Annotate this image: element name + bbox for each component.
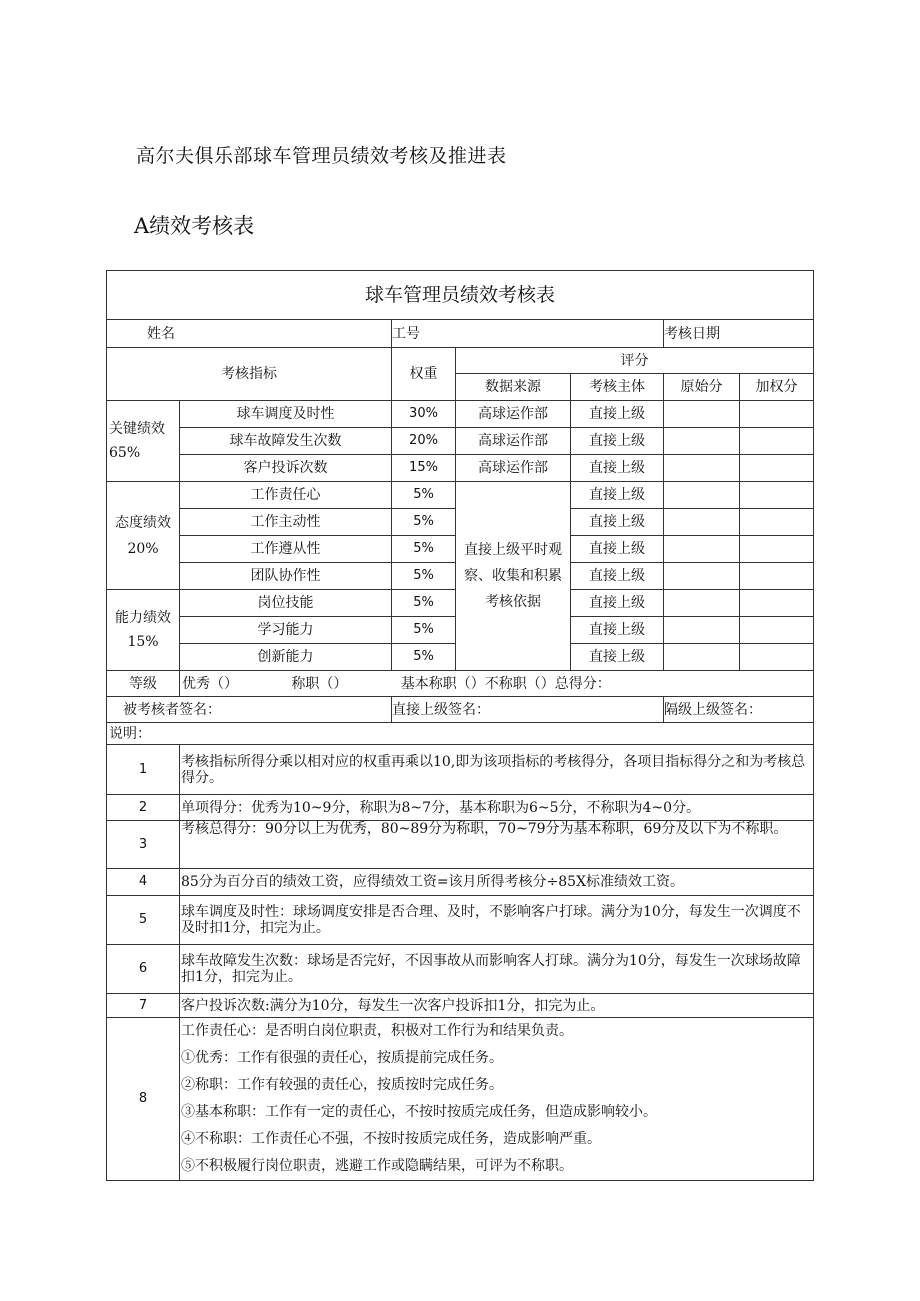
indicator-weight: 5% [392,536,456,563]
indicator-row [107,401,814,428]
raw-score-cell[interactable] [664,482,740,509]
indicator-weight: 20% [392,428,456,455]
weighted-score-cell[interactable] [740,428,814,455]
indicator-subject: 直接上级 [571,590,664,617]
indicator-item: 工作责任心 [180,482,392,509]
weighted-score-cell[interactable] [740,401,814,428]
note-line: ⑤不积极履行岗位职责，逃避工作或隐瞒结果，可评为不称职。 [181,1158,573,1174]
note-number: 4 [107,869,180,896]
weighted-score-cell[interactable] [740,644,814,671]
group-label-ability: 能力绩效15% [107,590,180,671]
indicator-subject: 直接上级 [571,563,664,590]
indicator-weight: 5% [392,617,456,644]
employee-id-label: 工号 [392,320,664,348]
raw-score-cell[interactable] [664,401,740,428]
note-number: 2 [107,795,180,821]
indicator-item: 工作遵从性 [180,536,392,563]
note-line: ③基本称职：工作有一定的责任心，不按时按质完成任务，但造成影响较小。 [181,1104,657,1120]
note-text-multiline [180,1018,814,1181]
note-row [107,994,814,1018]
note-row [107,869,814,896]
indicator-weight: 5% [392,563,456,590]
indicator-item: 岗位技能 [180,590,392,617]
indicator-item: 工作主动性 [180,509,392,536]
note-text: 单项得分：优秀为10~9分，称职为8~7分，基本称职为6~5分，不称职为4~0分。 [180,795,814,821]
indicator-item: 创新能力 [180,644,392,671]
raw-score-cell[interactable] [664,563,740,590]
indicator-row [107,455,814,482]
note-text: 球车调度及时性：球场调度安排是否合理、及时，不影响客户打球。满分为10分，每发生一次调度不及时扣1分，扣完为止。 [180,896,814,945]
weighted-score-cell[interactable] [740,509,814,536]
note-text: 客户投诉次数:满分为10分，每发生一次客户投诉扣1分，扣完为止。 [180,994,814,1018]
raw-score-cell[interactable] [664,428,740,455]
direct-supervisor-signature[interactable]: 直接上级签名： [392,697,664,723]
weighted-score-cell[interactable] [740,563,814,590]
indicator-weight: 30% [392,401,456,428]
note-row [107,1018,814,1181]
raw-score-cell[interactable] [664,509,740,536]
appraisal-table [106,270,814,1181]
indicator-subject: 直接上级 [571,536,664,563]
examinee-signature[interactable]: 被考核者签名： [107,697,392,723]
weighted-score-cell[interactable] [740,590,814,617]
note-line: ④不称职：工作责任心不强，不按时按质完成任务，造成影响严重。 [181,1131,601,1147]
document-title: 高尔夫俱乐部球车管理员绩效考核及推进表 [136,145,507,167]
skip-level-signature[interactable]: 隔级上级签名： [664,697,814,723]
indicator-item: 客户投诉次数 [180,455,392,482]
indicator-subject: 直接上级 [571,509,664,536]
raw-score-header: 原始分 [664,374,740,401]
note-text: 球车故障发生次数：球场是否完好，不因事故从而影响客人打球。满分为10分，每发生一次球场故障扣1分，扣完为止。 [180,945,814,994]
info-row [107,320,814,348]
indicator-subject: 直接上级 [571,482,664,509]
indicator-row [107,428,814,455]
weighted-score-cell[interactable] [740,455,814,482]
raw-score-cell[interactable] [664,590,740,617]
shared-source-cell: 直接上级平时观察、收集和积累考核依据 [456,482,571,671]
group-label-key: 关键绩效65% [107,401,180,482]
indicator-subject: 直接上级 [571,428,664,455]
indicator-item: 学习能力 [180,617,392,644]
section-title: A绩效考核表 [134,214,255,238]
note-number: 5 [107,896,180,945]
indicator-weight: 5% [392,482,456,509]
note-text: 考核总得分：90分以上为优秀，80~89分为称职，70~79分为基本称职，69分及以下为不称职。 [180,821,814,869]
note-line: ②称职：工作有较强的责任心，按质按时完成任务。 [181,1077,503,1093]
raw-score-cell[interactable] [664,455,740,482]
indicator-item: 球车调度及时性 [180,401,392,428]
note-row [107,745,814,795]
indicator-weight: 15% [392,455,456,482]
grade-label: 等级 [107,671,180,697]
grade-row [107,671,814,697]
indicator-weight: 5% [392,644,456,671]
indicator-row [107,482,814,509]
indicator-item: 团队协作性 [180,563,392,590]
note-text: 考核指标所得分乘以相对应的权重再乘以10,即为该项指标的考核得分，各项目指标得分之和为考核总得分。 [180,745,814,795]
appraisal-sheet [106,270,813,1180]
indicator-subject: 直接上级 [571,644,664,671]
indicator-source: 高球运作部 [456,401,571,428]
group-label-attitude: 态度绩效20% [107,482,180,590]
indicator-weight: 5% [392,590,456,617]
raw-score-cell[interactable] [664,644,740,671]
grade-options[interactable]: 优秀（） 称职（） 基本称职（）不称职（）总得分： [180,671,814,697]
raw-score-cell[interactable] [664,617,740,644]
raw-score-cell[interactable] [664,536,740,563]
table-title: 球车管理员绩效考核表 [107,271,814,320]
indicator-weight: 5% [392,509,456,536]
note-row [107,896,814,945]
note-row [107,795,814,821]
notes-label: 说明： [107,723,814,745]
indicator-source: 高球运作部 [456,428,571,455]
note-number: 3 [107,821,180,869]
source-header: 数据来源 [456,374,571,401]
indicator-source: 高球运作部 [456,455,571,482]
indicator-item: 球车故障发生次数 [180,428,392,455]
score-header: 评分 [456,348,814,374]
name-label: 姓名 [107,320,392,348]
indicator-subject: 直接上级 [571,617,664,644]
note-number: 6 [107,945,180,994]
note-number: 7 [107,994,180,1018]
signature-row [107,697,814,723]
weighted-score-cell[interactable] [740,617,814,644]
note-number: 1 [107,745,180,795]
indicator-header: 考核指标 [107,348,392,401]
note-text: 85分为百分百的绩效工资，应得绩效工资=该月所得考核分÷85X标准绩效工资。 [180,869,814,896]
note-line: 工作责任心：是否明白岗位职责，积极对工作行为和结果负责。 [181,1023,573,1039]
note-row [107,821,814,869]
indicator-subject: 直接上级 [571,401,664,428]
weighted-score-cell[interactable] [740,536,814,563]
note-number: 8 [107,1018,180,1181]
review-date-label: 考核日期 [664,320,814,348]
note-line: ①优秀：工作有很强的责任心，按质提前完成任务。 [181,1050,503,1066]
weighted-score-header: 加权分 [740,374,814,401]
weighted-score-cell[interactable] [740,482,814,509]
note-row [107,945,814,994]
indicator-subject: 直接上级 [571,455,664,482]
subject-header: 考核主体 [571,374,664,401]
weight-header: 权重 [392,348,456,401]
